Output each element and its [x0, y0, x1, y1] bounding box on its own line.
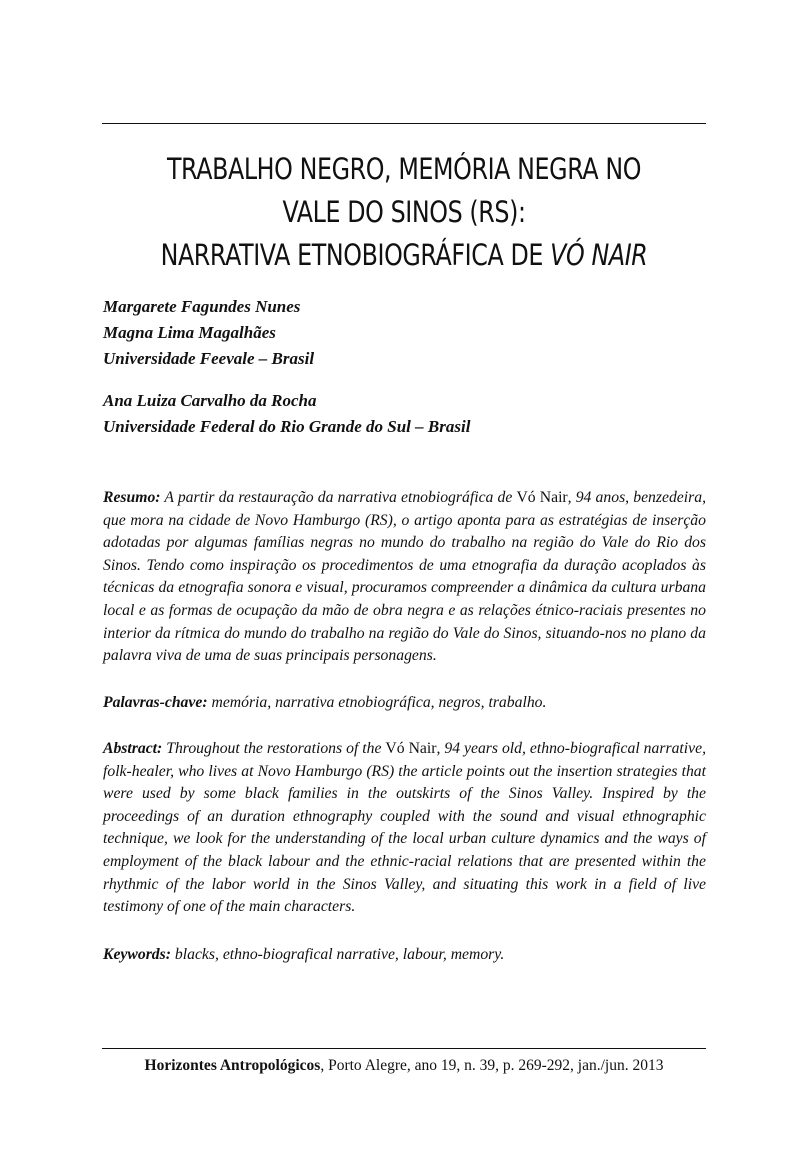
- author-name: Magna Lima Magalhães: [103, 323, 276, 342]
- bottom-rule: [102, 1048, 706, 1049]
- article-title: [156, 148, 651, 277]
- journal-citation: , Porto Alegre, ano 19, n. 39, p. 269-292, jan./jun. 2013: [320, 1057, 664, 1074]
- resumo-label: Resumo:: [103, 489, 161, 506]
- top-rule: [102, 123, 706, 124]
- page-footer: [102, 1057, 706, 1075]
- author-block-2: [103, 388, 470, 440]
- author-name: Margarete Fagundes Nunes: [103, 297, 301, 316]
- resumo-text-b: , 94 anos, benzedeira, que mora na cidade de Novo Hamburgo (RS), o artigo aponta para as estratégias de inserção adotadas por algumas famílias negras no mundo do trabalho na região do Vale do Rio dos Sinos. Tendo como inspiração os procedimentos de uma etnografia da duração acoplados às técnicas da etnografia sonora e visual, procuramos compreender a dinâmica da cultura urbana local e as formas de ocupação da mão de obra negra e as relações étnico-raciais presentes no interior da rítmica do mundo do trabalho na região do Vale do Sinos, situando-nos no plano da palavra viva de uma de suas principais personagens.: [103, 489, 706, 665]
- author-name: Ana Luiza Carvalho da Rocha: [103, 391, 317, 410]
- title-line-2: [156, 234, 651, 277]
- abstract-text-b: , 94 years old, ethno-biografical narrative, folk-healer, who lives at Novo Hamburgo (RS) the article points out the insertion strategies that were used by some black families in the outskirts of the Sinos Valley. Inspired by the proceedings of an duration ethnography coupled with the sound and visual ethnographic technique, we look for the understanding of the local urban culture dynamics and the ways of employment of the black labour and the ethnic-racial relations that are presented within the rhythmic of the labor world in the Sinos Valley, and situating this work in a field of live testimony of one of the main characters.: [103, 740, 706, 916]
- abstract-paragraph: [103, 738, 706, 919]
- abstract-label: Abstract:: [103, 740, 163, 757]
- keywords-text: blacks, ethno-biografical narrative, labour, memory.: [170, 946, 505, 963]
- author-affiliation: Universidade Federal do Rio Grande do Sul – Brasil: [103, 417, 471, 436]
- title-line-2-italic: VÓ NAIR: [550, 238, 648, 272]
- author-block-1: [103, 294, 314, 372]
- palavras-chave-label: Palavras-chave:: [103, 694, 208, 711]
- author-affiliation: Universidade Feevale – Brasil: [103, 349, 315, 368]
- title-line-2-prefix: NARRATIVA ETNOBIOGRÁFICA DE: [160, 238, 551, 272]
- resumo-paragraph: [103, 487, 706, 668]
- journal-name: Horizontes Antropológicos: [144, 1057, 321, 1074]
- abstract-text-a: Throughout the restorations of the: [162, 740, 386, 757]
- keywords-paragraph: [103, 944, 706, 967]
- resumo-text-a: A partir da restauração da narrativa etnobiográfica de: [160, 489, 517, 506]
- keywords-label: Keywords:: [103, 946, 171, 963]
- resumo-name: Vó Nair: [516, 489, 568, 506]
- abstract-name: Vó Nair: [385, 740, 437, 757]
- palavras-chave-paragraph: [103, 692, 706, 715]
- title-line-1: TRABALHO NEGRO, MEMÓRIA NEGRA NO VALE DO SINOS (RS):: [166, 152, 642, 229]
- palavras-chave-text: memória, narrativa etnobiográfica, negros, trabalho.: [207, 694, 547, 711]
